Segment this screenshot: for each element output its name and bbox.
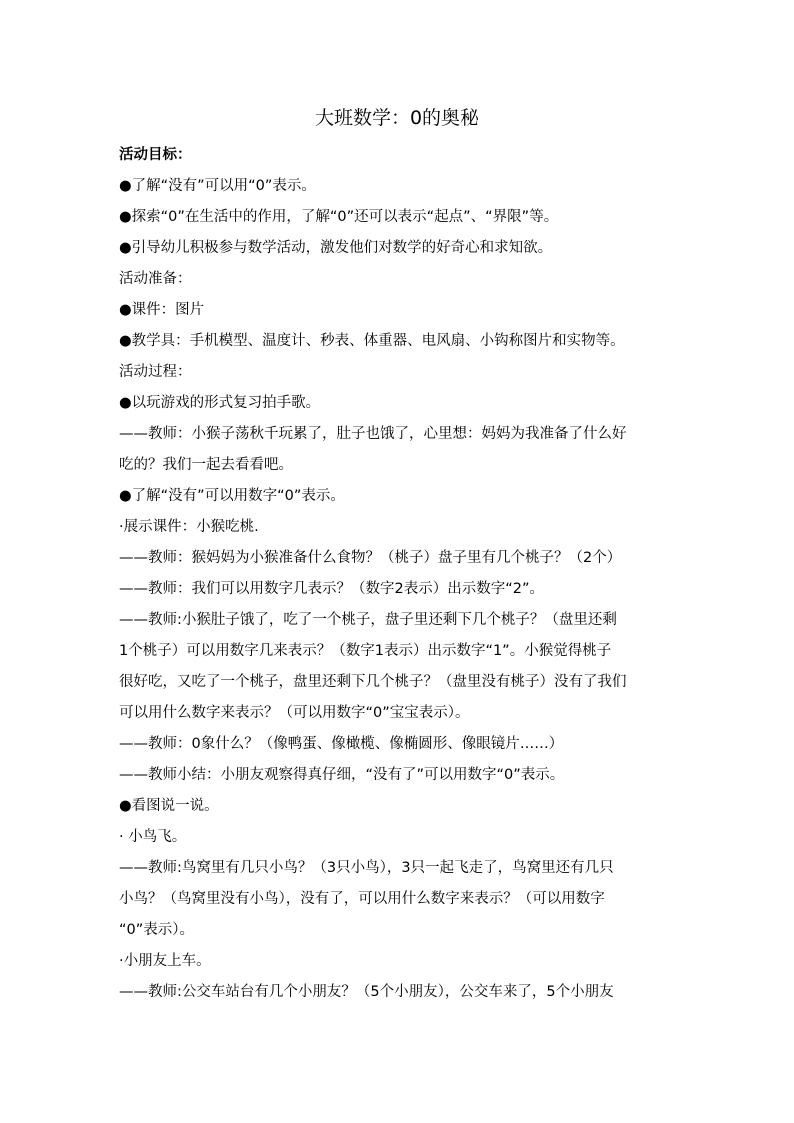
paragraph-line: 很好吃，又吃了一个桃子，盘里还剩下几个桃子？（盘里没有桃子）没有了我们 <box>119 674 627 690</box>
paragraph-line: 小鸟？（鸟窝里没有小鸟），没有了，可以用什么数字来表示？（可以用数字 <box>119 891 605 907</box>
paragraph-line: ——教师小结：小朋友观察得真仔细，“没有了”可以用数字“0”表示。 <box>119 767 565 783</box>
paragraph-line: · 小鸟飞。 <box>119 829 187 845</box>
goal-item: ●探索“0”在生活中的作用，了解“0”还可以表示“起点”、“界限”等。 <box>119 209 559 225</box>
paragraph-line: ——教师：0象什么？（像鸭蛋、像橄榄、像椭圆形、像眼镜片……） <box>119 736 564 752</box>
paragraph-line: “0”表示）。 <box>119 922 194 938</box>
goal-item: ●引导幼儿积极参与数学活动，激发他们对数学的好奇心和求知欲。 <box>119 240 553 256</box>
paragraph-line: ——教师:小猴肚子饿了，吃了一个桃子，盘子里还剩下几个桃子？（盘里还剩 <box>119 612 617 628</box>
process-item: ●以玩游戏的形式复习拍手歌。 <box>119 395 321 411</box>
paragraph-line: ——教师：猴妈妈为小猴准备什么食物？（桃子）盘子里有几个桃子？（2个） <box>119 550 622 566</box>
section-heading-goals: 活动目标： <box>119 147 192 163</box>
paragraph-line: 1个桃子）可以用数字几来表示？（数字1表示）出示数字“1”。小猴觉得桃子 <box>119 643 612 659</box>
preparation-item: ●教学具：手机模型、温度计、秒表、体重器、电风扇、小钩称图片和实物等。 <box>119 333 625 349</box>
paragraph-line: ——教师:鸟窝里有几只小鸟？（3只小鸟），3只一起飞走了，鸟窝里还有几只 <box>119 860 614 876</box>
paragraph-line: ——教师:公交车站台有几个小朋友？（5个小朋友），公交车来了，5个小朋友 <box>119 984 614 1000</box>
paragraph-line: ——教师：小猴子荡秋千玩累了，肚子也饿了，心里想：妈妈为我准备了什么好 <box>119 426 627 442</box>
paragraph-line: 吃的？我们一起去看看吧。 <box>119 457 293 473</box>
preparation-item: ●课件：图片 <box>119 302 205 318</box>
section-heading-preparation: 活动准备： <box>119 271 192 287</box>
process-item: ●了解“没有”可以用数字“0”表示。 <box>119 488 345 504</box>
document-title: 大班数学：0的奥秘 <box>314 107 480 129</box>
paragraph-line: 可以用什么数字来表示？（可以用数字“0”宝宝表示）。 <box>119 705 470 721</box>
process-item: ●看图说一说。 <box>119 798 219 814</box>
document-body <box>119 140 679 1008</box>
section-heading-process: 活动过程： <box>119 364 192 380</box>
paragraph-line: ·小朋友上车。 <box>119 953 211 969</box>
paragraph-line: ——教师：我们可以用数字几表示？（数字2表示）出示数字“2”。 <box>119 581 544 597</box>
paragraph-line: ·展示课件：小猴吃桃. <box>119 519 259 535</box>
goal-item: ●了解“没有”可以用“0”表示。 <box>119 178 316 194</box>
